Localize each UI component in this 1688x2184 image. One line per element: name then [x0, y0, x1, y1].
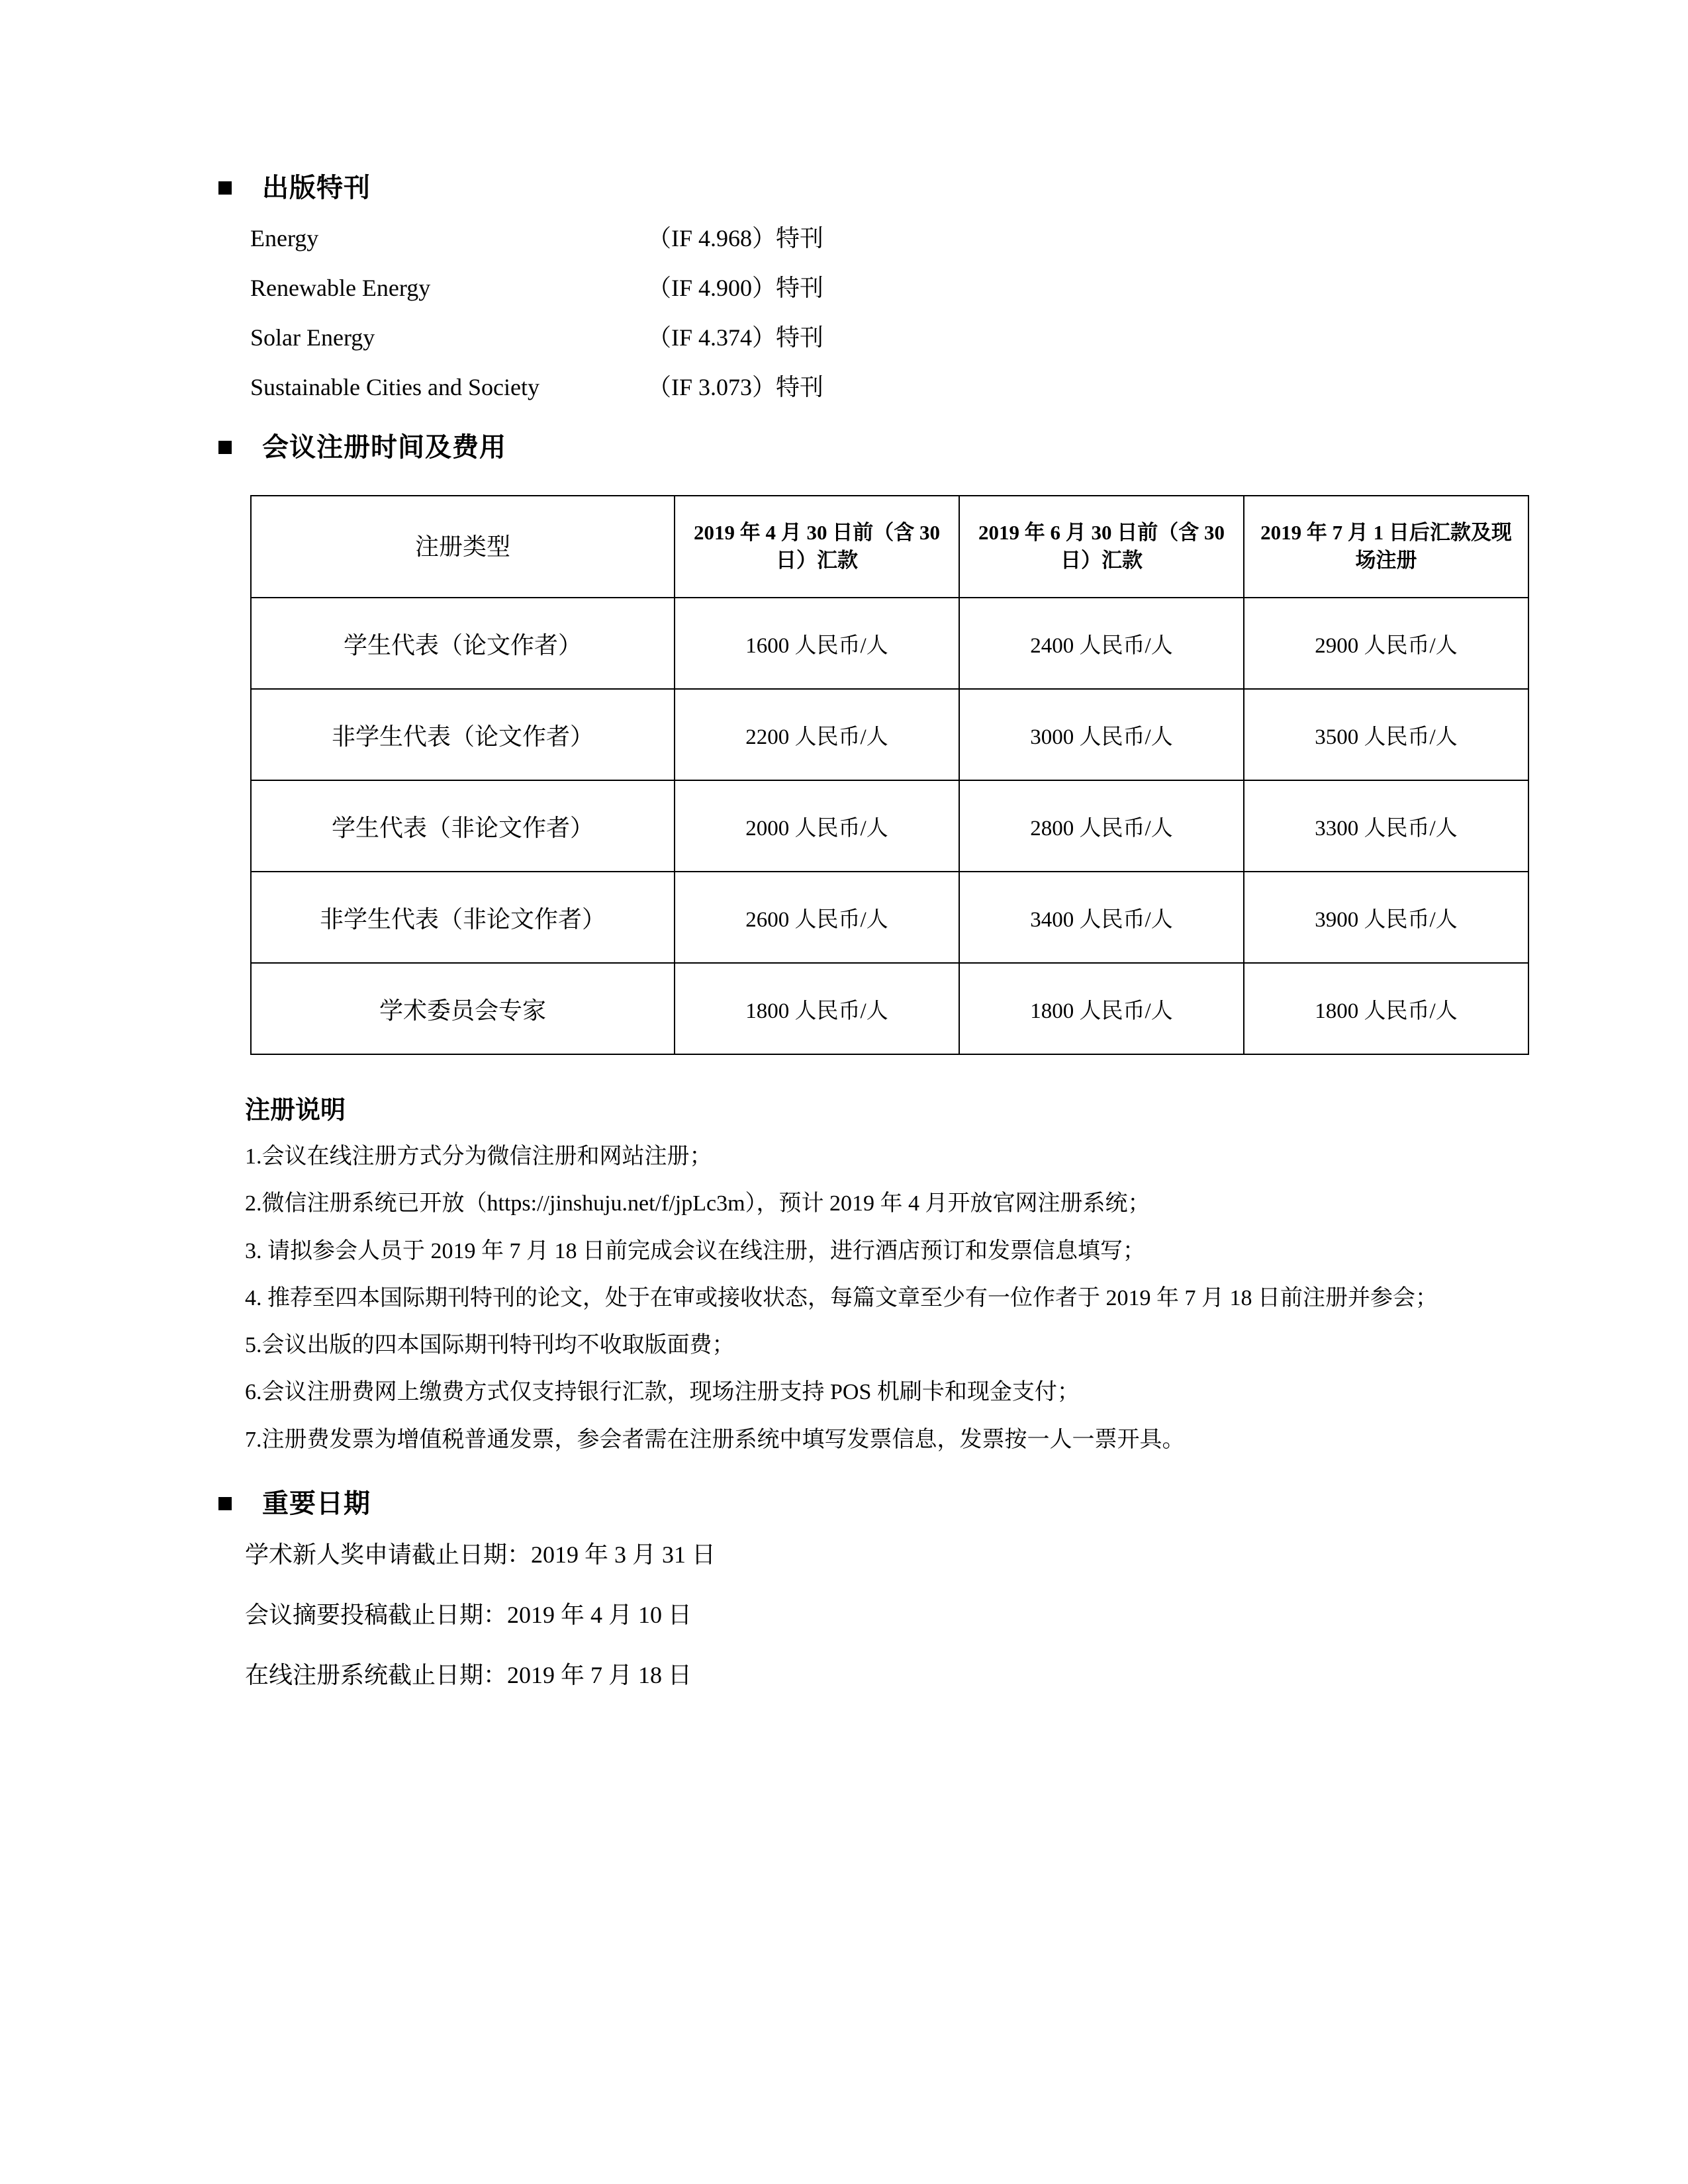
fee-value: 2000 人民币/人 [675, 780, 959, 872]
fee-value: 1800 人民币/人 [1244, 963, 1528, 1054]
fee-value: 1800 人民币/人 [675, 963, 959, 1054]
journal-impact-factor: （IF 4.900）特刊 [647, 275, 824, 301]
square-bullet-icon [218, 1497, 232, 1510]
notes-title: 注册说明 [245, 1097, 346, 1124]
note-item: 4. 推荐至四本国际期刊特刊的论文，处于在审或接收状态，每篇文章至少有一位作者于 2019 年 7 月 18 日前注册并参会； [245, 1285, 1438, 1310]
important-date-item: 学术新人奖申请截止日期：2019 年 3 月 31 日 [245, 1541, 716, 1569]
square-bullet-icon [218, 181, 232, 195]
row-label: 非学生代表（论文作者） [251, 689, 675, 780]
fee-value: 1600 人民币/人 [675, 598, 959, 689]
column-header-type: 注册类型 [251, 496, 675, 598]
important-date-item: 会议摘要投稿截止日期：2019 年 4 月 10 日 [245, 1601, 692, 1628]
table-row [251, 598, 1528, 689]
journal-impact-factor: （IF 4.968）特刊 [647, 225, 824, 251]
section-heading-journals [218, 172, 1489, 204]
row-label: 学生代表（非论文作者） [251, 780, 675, 872]
row-label: 学术委员会专家 [251, 963, 675, 1054]
journals-heading-text: 出版特刊 [262, 173, 371, 203]
fee-value: 2900 人民币/人 [1244, 598, 1528, 689]
fee-value: 3900 人民币/人 [1244, 872, 1528, 963]
note-item: 6.会议注册费网上缴费方式仅支持银行汇款，现场注册支持 POS 机刷卡和现金支付； [245, 1380, 1080, 1405]
journal-name: Solar Energy [250, 324, 375, 351]
square-bullet-icon [218, 441, 232, 454]
list-item [250, 273, 1489, 303]
section-heading-registration [218, 432, 1489, 463]
fee-value: 1800 人民币/人 [959, 963, 1244, 1054]
fee-value: 2200 人民币/人 [675, 689, 959, 780]
list-item [250, 323, 1489, 353]
registration-heading-text: 会议注册时间及费用 [262, 432, 506, 462]
table-row [251, 780, 1528, 872]
table-row [251, 963, 1528, 1054]
fee-value: 3500 人民币/人 [1244, 689, 1528, 780]
journal-impact-factor: （IF 4.374）特刊 [647, 324, 824, 351]
note-item: 2.微信注册系统已开放（https://jinshuju.net/f/jpLc3m），预计 2019 年 4 月开放官网注册系统； [245, 1191, 1150, 1216]
list-item [250, 373, 1489, 402]
fee-value: 3400 人民币/人 [959, 872, 1244, 963]
row-label: 学生代表（论文作者） [251, 598, 675, 689]
row-label: 非学生代表（非论文作者） [251, 872, 675, 963]
column-header-period-1: 2019 年 4 月 30 日前（含 30 日）汇款 [675, 496, 959, 598]
note-item: 1.会议在线注册方式分为微信注册和网站注册； [245, 1144, 712, 1169]
journal-name: Renewable Energy [250, 275, 431, 301]
journal-list [250, 224, 1489, 402]
note-item: 7.注册费发票为增值税普通发票，参会者需在注册系统中填写发票信息，发票按一人一票开具。 [245, 1427, 1185, 1452]
table-row [251, 689, 1528, 780]
column-header-period-2: 2019 年 6 月 30 日前（含 30 日）汇款 [959, 496, 1244, 598]
note-item: 3. 请拟参会人员于 2019 年 7 月 18 日前完成会议在线注册，进行酒店预订和发票信息填写； [245, 1238, 1145, 1263]
fee-value: 2400 人民币/人 [959, 598, 1244, 689]
registration-fee-table [250, 495, 1529, 1055]
important-dates-heading-text: 重要日期 [262, 1488, 371, 1519]
journal-name: Sustainable Cities and Society [250, 374, 539, 400]
column-header-period-3: 2019 年 7 月 1 日后汇款及现场注册 [1244, 496, 1528, 598]
table-header-row [251, 496, 1528, 598]
fee-value: 2800 人民币/人 [959, 780, 1244, 872]
note-item: 5.会议出版的四本国际期刊特刊均不收取版面费； [245, 1333, 735, 1358]
fee-value: 3300 人民币/人 [1244, 780, 1528, 872]
journal-name: Energy [250, 225, 319, 251]
section-heading-important-dates [218, 1488, 1489, 1520]
important-date-item: 在线注册系统截止日期：2019 年 7 月 18 日 [245, 1661, 692, 1688]
list-item [250, 224, 1489, 253]
journal-impact-factor: （IF 3.073）特刊 [647, 374, 824, 400]
fee-value: 2600 人民币/人 [675, 872, 959, 963]
table-row [251, 872, 1528, 963]
fee-value: 3000 人民币/人 [959, 689, 1244, 780]
